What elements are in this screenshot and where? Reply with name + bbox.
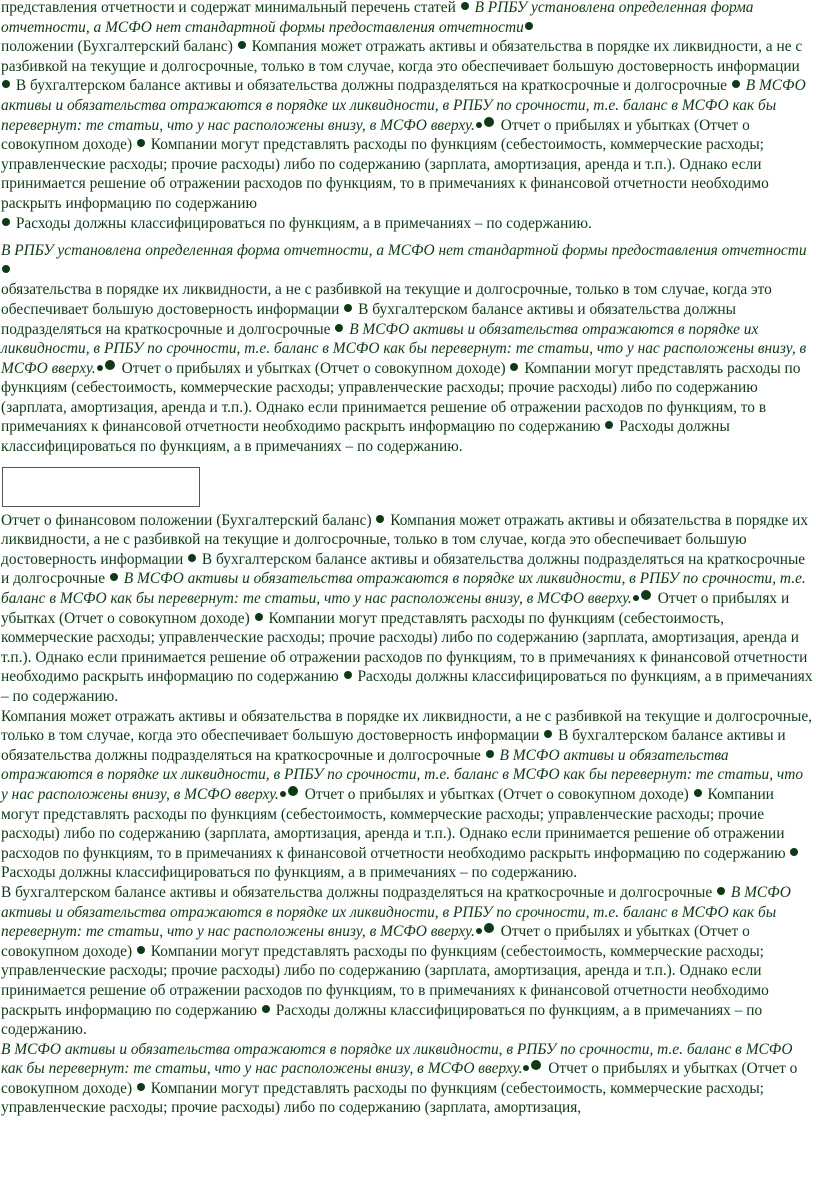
bullet-dot-icon <box>137 946 145 954</box>
paragraph-1 <box>1 0 813 233</box>
bullet-dot-icon <box>2 218 10 226</box>
text-fragment: Компании могут представлять расходы по функциям (себестоимость, коммерческие расходы; управленческие расходы; прочие расходы) либо по содержанию (зарплата, амортизация, аренда и т.п.). Однако если принимается решение об отражении расходов по функциям, то в примечаниях к финансовой отчетности необходимо раскрыть информацию по содержанию <box>1 136 769 212</box>
text-fragment: Компания может отражать активы и обязательства в порядке их ликвидности, а не с разбивкой на текущие и долгосрочные, только в том случае, когда это обеспечивает большую достоверность информации <box>1 511 809 568</box>
bullet-dot-icon <box>717 887 725 895</box>
bullet-dot-icon <box>188 554 196 562</box>
text-fragment-italic: В МСФО активы и обязательства отражаются в порядке их ликвидности, в РПБУ по срочности, т.е. баланс в МСФО как бы перевернут: те статьи, что у нас расположены внизу, в МСФО вверху. <box>1 570 806 608</box>
text-fragment: В бухгалтерском балансе активы и обязательства должны подразделяться на краткосрочные и долгосрочные <box>1 300 736 338</box>
bullet-dot-icon <box>605 421 613 429</box>
empty-frame <box>2 467 200 507</box>
text-fragment: Отчет о прибылях и убытках (Отчет о совокупном доходе) <box>121 359 510 377</box>
text-fragment: Компания может отражать активы и обязательства в порядке их ликвидности, а не с разбивкой на текущие и долгосрочные, только в том случае, когда это обеспечивает большую достоверность информации <box>1 707 813 745</box>
bullet-dot-icon <box>486 750 494 758</box>
paragraph-4 <box>1 707 813 883</box>
bullet-dot-icon <box>110 573 118 581</box>
paragraph-6 <box>1 1040 813 1118</box>
text-fragment: Расходы должны классифицироваться по функциям, а в примечаниях – по содержанию. <box>1 668 813 705</box>
bullet-dot-icon <box>461 2 469 10</box>
text-fragment-italic: В РПБУ установлена определенная форма отчетности, а МСФО нет стандартной формы предоставления отчетности <box>1 242 807 260</box>
text-fragment: Расходы должны классифицироваться по функциям, а в примечаниях – по содержанию. <box>1 1001 763 1039</box>
text-fragment: Отчет о прибылях и убытках (Отчет о совокупном доходе) <box>304 785 693 803</box>
bullet-dot-icon <box>2 265 10 273</box>
text-fragment-italic: В РПБУ установлена определенная форма отчетности, а МСФО нет стандартной формы предоставления отчетности <box>1 0 754 36</box>
bullet-dot-icon <box>137 1083 145 1091</box>
bullet-dot-icon <box>137 139 145 147</box>
text-fragment: Компании могут представлять расходы по функциям (себестоимость, коммерческие расходы; управленческие расходы; прочие расходы) либо по содержанию (зарплата, амортизация, аренда и т.п.). Однако если принимается решение об отражении расходов по функциям, то в примечаниях к финансовой отчетности необходимо раскрыть информацию по содержанию <box>1 942 769 1019</box>
bullet-dot-icon <box>476 122 482 128</box>
bullet-dot-icon <box>335 324 343 332</box>
bullet-dot-icon <box>484 923 494 933</box>
text-fragment: В бухгалтерском балансе активы и обязательства должны подразделяться на краткосрочные и долгосрочные <box>1 727 786 764</box>
bullet-dot-icon <box>544 730 552 738</box>
bullet-dot-icon <box>280 791 286 797</box>
text-fragment: Отчет о прибылях и убытках (Отчет о совокупном доходе) <box>1 590 790 627</box>
text-fragment: Компании могут представлять расходы по функциям (себестоимость, коммерческие расходы; управленческие расходы; прочие расходы) либо по содержанию (зарплата, амортизация, аренда и т.п.). Однако если принимается решение об отражении расходов по функциям, то в примечаниях к финансовой отчетности необходимо раскрыть информацию по содержанию <box>1 359 801 436</box>
text-fragment: Компания может отражать активы и обязательства в порядке их ликвидности, а не с разбивкой на текущие и долгосрочные, только в том случае, когда это обеспечивает большую достоверность информации <box>1 38 803 75</box>
text-fragment-italic: В МСФО активы и обязательства отражаются в порядке их ликвидности, в РПБУ по срочности, т.е. баланс в МСФО как бы перевернут: те статьи, что у нас расположены внизу, в МСФО вверху. <box>1 77 806 134</box>
text-fragment-italic: В МСФО активы и обязательства отражаются в порядке их ликвидности, в РПБУ по срочности, т.е. баланс в МСФО как бы перевернут: те статьи, что у нас расположены внизу, в МСФО вверху. <box>1 1040 793 1078</box>
text-fragment: Компании могут представлять расходы по функциям (себестоимость, коммерческие расходы; управленческие расходы; прочие расходы) либо по содержанию (зарплата, амортизация, <box>1 1079 764 1117</box>
text-fragment-italic: В МСФО активы и обязательства отражаются в порядке их ликвидности, в РПБУ по срочности, т.е. баланс в МСФО как бы перевернут: те статьи, что у нас расположены внизу, в МСФО вверху. <box>1 883 791 941</box>
bullet-dot-icon <box>2 80 10 88</box>
text-fragment: Отчет о прибылях и убытках (Отчет о совокупном доходе) <box>1 116 750 154</box>
bullet-dot-icon <box>105 360 115 370</box>
bullet-dot-icon <box>262 1005 270 1013</box>
paragraph-3 <box>1 511 813 707</box>
text-fragment-italic: В МСФО активы и обязательства отражаются в порядке их ликвидности, в РПБУ по срочности, т.е. баланс в МСФО как бы перевернут: те статьи, что у нас расположены внизу, в МСФО вверху. <box>1 746 804 803</box>
bullet-dot-icon <box>238 41 246 49</box>
text-fragment: В бухгалтерском балансе активы и обязательства должны подразделяться на краткосрочные и долгосрочные <box>1 550 806 588</box>
text-fragment: обязательства в порядке их ликвидности, а не с разбивкой на текущие и долгосрочные, только в том случае, когда это обеспечивает большую достоверность информации <box>1 281 772 318</box>
text-fragment: Расходы должны классифицироваться по функциям, а в примечаниях – по содержанию. <box>1 418 730 456</box>
text-fragment: положении (Бухгалтерский баланс) <box>1 38 237 56</box>
bullet-dot-icon <box>255 613 263 621</box>
bullet-dot-icon <box>694 789 702 797</box>
bullet-dot-icon <box>288 786 298 796</box>
text-fragment: В бухгалтерском балансе активы и обязательства должны подразделяться на краткосрочные и долгосрочные <box>1 883 716 901</box>
text-fragment: Отчет о прибылях и убытках (Отчет о совокупном доходе) <box>1 1060 798 1097</box>
bullet-dot-icon <box>344 671 352 679</box>
paragraph-2 <box>1 241 813 457</box>
text-fragment: представления отчетности и содержат минимальный перечень статей <box>1 0 460 16</box>
text-fragment: Расходы должны классифицироваться по функциям, а в примечаниях – по содержанию. <box>15 214 592 232</box>
text-fragment: Отчет о финансовом положении (Бухгалтерский баланс) <box>1 511 376 529</box>
text-fragment: Компании могут представлять расходы по функциям (себестоимость, коммерческие расходы; управленческие расходы; прочие расходы) либо по содержанию (зарплата, амортизация, аренда и т.п.). Однако если принимается решение об отражении расходов по функциям, то в примечаниях к финансовой отчетности необходимо раскрыть информацию по содержанию <box>1 785 790 862</box>
bullet-dot-icon <box>510 363 518 371</box>
paragraph-5 <box>1 883 813 1040</box>
bullet-dot-icon <box>732 80 740 88</box>
bullet-dot-icon <box>484 117 494 127</box>
bullet-dot-icon <box>531 1060 541 1070</box>
bullet-dot-icon <box>790 848 798 856</box>
bullet-dot-icon <box>641 590 651 600</box>
text-fragment: Компании могут представлять расходы по функциям (себестоимость, коммерческие расходы; управленческие расходы; прочие расходы) либо по содержанию (зарплата, амортизация, аренда и т.п.). Однако если принимается решение об отражении расходов по функциям, то в примечаниях к финансовой отчетности необходимо раскрыть информацию по содержанию <box>1 609 808 686</box>
bullet-dot-icon <box>97 365 103 371</box>
bullet-dot-icon <box>376 515 384 523</box>
text-fragment: Отчет о прибылях и убытках (Отчет о совокупном доходе) <box>1 923 750 960</box>
bullet-dot-icon <box>344 304 352 312</box>
bullet-dot-icon <box>525 22 533 30</box>
text-fragment: Расходы должны классифицироваться по функциям, а в примечаниях – по содержанию. <box>1 864 578 882</box>
bullet-dot-icon <box>523 1065 529 1071</box>
text-fragment-italic: В МСФО активы и обязательства отражаются в порядке их ликвидности, в РПБУ по срочности, т.е. баланс в МСФО как бы перевернут: те статьи, что у нас расположены внизу, в МСФО вверху. <box>1 320 807 377</box>
bullet-dot-icon <box>476 928 482 934</box>
bullet-dot-icon <box>633 595 639 601</box>
text-fragment: В бухгалтерском балансе активы и обязательства должны подразделяться на краткосрочные и долгосрочные <box>15 77 731 95</box>
